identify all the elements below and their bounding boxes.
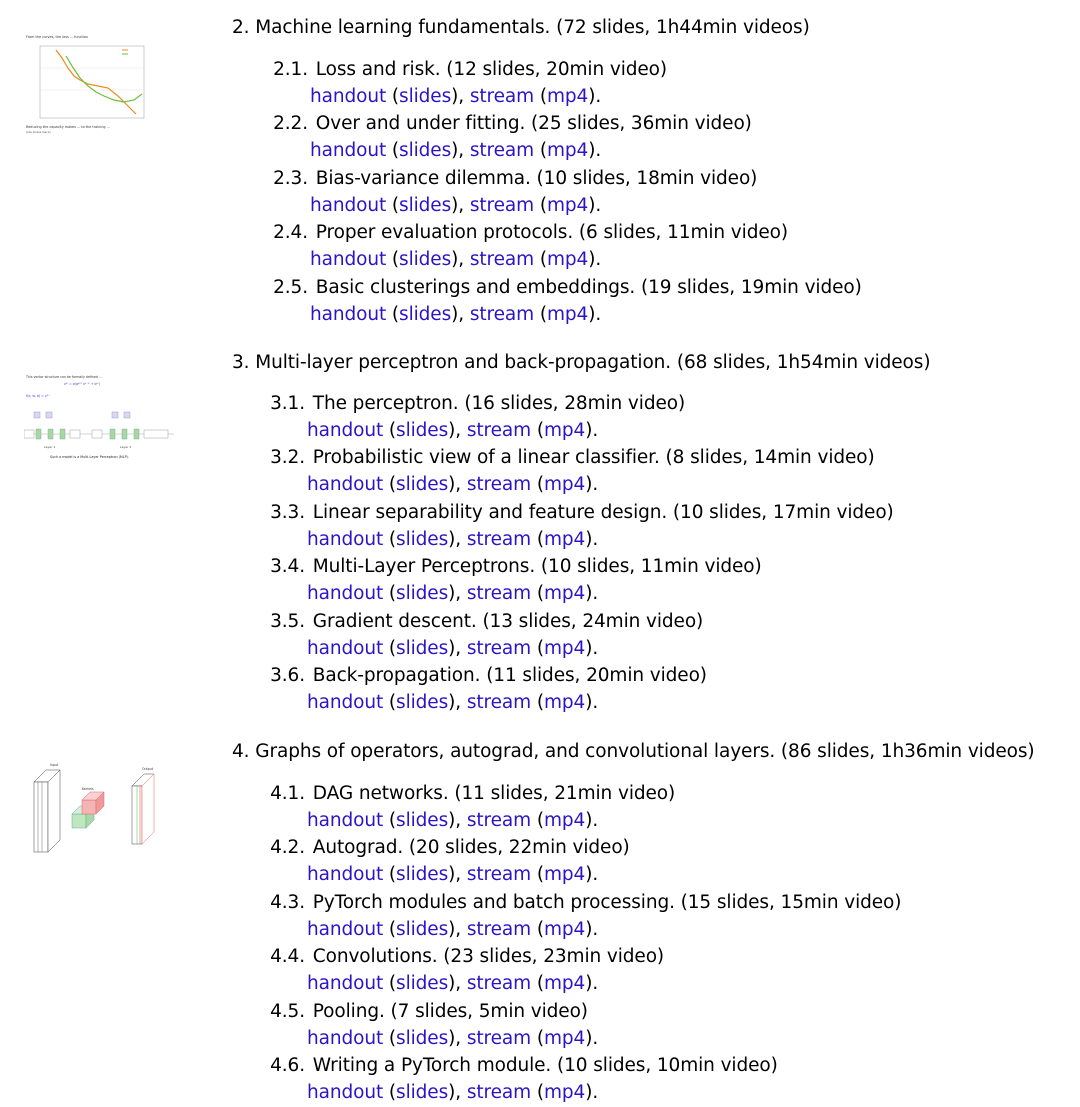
open-paren: ( — [388, 810, 397, 831]
lesson-title: Multi-Layer Perceptrons. (10 slides, 11min video) — [312, 556, 762, 578]
mp4-link[interactable]: mp4 — [543, 810, 586, 831]
open-paren: ( — [388, 420, 397, 441]
lesson-item — [268, 219, 862, 273]
mp4-link[interactable]: mp4 — [543, 973, 586, 995]
open-paren: ( — [536, 1027, 544, 1049]
mp4-link[interactable]: mp4 — [543, 864, 586, 886]
close-paren: ) — [585, 528, 593, 550]
handout-link[interactable]: handout — [310, 140, 387, 162]
handout-link[interactable]: handout — [307, 864, 384, 886]
lesson-number: 3.2. — [270, 447, 305, 469]
stream-link[interactable]: stream — [466, 691, 532, 713]
comma: , — [458, 249, 470, 271]
handout-link[interactable]: handout — [307, 810, 384, 831]
lesson-links — [265, 916, 901, 943]
mp4-link[interactable]: mp4 — [543, 691, 586, 713]
open-paren: ( — [539, 303, 547, 325]
close-paren: ) — [448, 864, 456, 886]
lesson-heading — [265, 998, 901, 1025]
svg-text:f(x; w, b) = x⁽ᴸ⁾: f(x; w, b) = x⁽ᴸ⁾ — [26, 394, 50, 398]
lesson-title: DAG networks. (11 slides, 21min video) — [312, 783, 676, 804]
close-paren: ) — [588, 249, 596, 271]
handout-link[interactable]: handout — [307, 528, 384, 550]
lesson-item — [265, 662, 894, 716]
lesson-number: 2.4. — [273, 222, 308, 244]
lesson-title: Proper evaluation protocols. (6 slides, 11min video) — [315, 222, 788, 244]
lesson-links — [268, 246, 862, 273]
open-paren: ( — [536, 583, 544, 605]
lesson-links — [265, 970, 901, 997]
open-paren: ( — [388, 583, 397, 605]
close-paren: ) — [448, 973, 456, 995]
stream-link[interactable]: stream — [469, 249, 535, 271]
lesson-title: Writing a PyTorch module. (10 slides, 10min video) — [312, 1054, 778, 1076]
comma: , — [458, 303, 470, 325]
lesson-item — [265, 834, 901, 888]
slides-link[interactable]: slides — [396, 810, 449, 831]
thumb-kernels-label: Kernels — [82, 787, 94, 791]
comma: , — [455, 583, 467, 605]
close-paren: ) — [448, 637, 456, 659]
close-paren: ) — [585, 1081, 593, 1103]
slides-link[interactable]: slides — [399, 194, 452, 216]
period: . — [592, 864, 599, 886]
slides-link[interactable]: slides — [396, 691, 449, 713]
handout-link[interactable]: handout — [307, 637, 384, 659]
lesson-links — [265, 807, 901, 834]
comma: , — [455, 637, 467, 659]
comma: , — [455, 810, 467, 831]
close-paren: ) — [451, 194, 459, 216]
period: . — [592, 583, 599, 605]
period: . — [592, 474, 599, 496]
close-paren: ) — [585, 420, 593, 441]
stream-link[interactable]: stream — [466, 918, 532, 940]
lesson-title: Loss and risk. (12 slides, 20min video) — [315, 59, 668, 80]
period: . — [592, 1081, 599, 1103]
period: . — [592, 973, 599, 995]
close-paren: ) — [451, 303, 459, 325]
lesson-title: Pooling. (7 slides, 5min video) — [312, 1000, 588, 1022]
lesson-title: Back-propagation. (11 slides, 20min video) — [312, 664, 707, 686]
close-paren: ) — [451, 140, 459, 162]
loss-curve-plot-image — [24, 32, 164, 136]
period: . — [592, 810, 599, 831]
lesson-item — [268, 56, 862, 110]
lesson-links — [268, 137, 862, 164]
lesson-list — [265, 390, 894, 716]
slides-link[interactable]: slides — [399, 86, 452, 107]
lesson-links — [265, 526, 894, 553]
handout-link[interactable]: handout — [307, 583, 384, 605]
lesson-number: 4.2. — [270, 837, 305, 859]
thumb-caption-top: This vector structure can be formally defined ... — [26, 375, 102, 379]
lesson-heading — [265, 1052, 901, 1079]
mlp-diagram-thumbnail — [24, 372, 174, 468]
slides-link[interactable]: slides — [396, 918, 449, 940]
handout-link[interactable]: handout — [307, 1027, 384, 1049]
lesson-number: 2.5. — [273, 276, 308, 298]
open-paren: ( — [388, 1027, 397, 1049]
lesson-number: 4.4. — [270, 946, 305, 968]
handout-link[interactable]: handout — [310, 249, 387, 271]
lesson-item — [265, 390, 894, 444]
convolution-diagram-image — [24, 760, 164, 860]
comma: , — [455, 864, 467, 886]
thumb-caption-top: From the curves, the loss ... function — [26, 35, 88, 39]
open-paren: ( — [388, 864, 397, 886]
lesson-number: 3.3. — [270, 501, 305, 523]
lesson-number: 2.2. — [273, 113, 308, 135]
stream-link[interactable]: stream — [469, 140, 535, 162]
lesson-title: PyTorch modules and batch processing. (15 slides, 15min video) — [312, 891, 902, 913]
lesson-title: The perceptron. (16 slides, 28min video) — [312, 393, 686, 414]
lesson-item — [268, 165, 862, 219]
lesson-title: Bias-variance dilemma. (10 slides, 18min video) — [315, 167, 758, 189]
mp4-link[interactable]: mp4 — [546, 140, 589, 162]
lesson-number: 3.1. — [270, 393, 305, 414]
lesson-links — [265, 1079, 901, 1106]
comma: , — [458, 194, 470, 216]
lesson-item — [265, 1052, 901, 1106]
lesson-heading — [265, 889, 901, 916]
section-title: 4. Graphs of operators, autograd, and convolutional layers. (86 slides, 1h36min videos) — [232, 741, 1035, 762]
lesson-heading — [268, 274, 862, 301]
lesson-title: Basic clusterings and embeddings. (19 slides, 19min video) — [315, 276, 862, 298]
comma: , — [455, 474, 467, 496]
close-paren: ) — [585, 864, 593, 886]
thumb-caption-bottom: Reducing the capacity makes ... to the training ... — [26, 125, 110, 129]
period: . — [595, 194, 602, 216]
lesson-links — [265, 580, 894, 607]
close-paren: ) — [448, 1027, 456, 1049]
period: . — [592, 637, 599, 659]
slides-link[interactable]: slides — [396, 864, 449, 886]
open-paren: ( — [388, 637, 397, 659]
comma: , — [455, 420, 467, 441]
stream-link[interactable]: stream — [466, 528, 532, 550]
open-paren: ( — [391, 194, 400, 216]
lesson-number: 4.6. — [270, 1054, 305, 1076]
comma: , — [455, 973, 467, 995]
slides-link[interactable]: slides — [396, 474, 449, 496]
mp4-link[interactable]: mp4 — [546, 249, 589, 271]
lesson-item — [265, 780, 901, 834]
open-paren: ( — [388, 528, 397, 550]
lesson-title: Probabilistic view of a linear classifier. (8 slides, 14min video) — [312, 447, 875, 469]
lesson-links — [268, 192, 862, 219]
lesson-heading — [265, 553, 894, 580]
open-paren: ( — [536, 864, 544, 886]
close-paren: ) — [448, 810, 456, 831]
period: . — [595, 249, 602, 271]
thumb-caption-bottom: Such a model is a Multi-Layer Perceptron (MLP). — [50, 455, 129, 459]
open-paren: ( — [391, 249, 400, 271]
lesson-heading — [265, 390, 894, 417]
lesson-item — [265, 998, 901, 1052]
close-paren: ) — [585, 691, 593, 713]
lesson-number: 3.5. — [270, 610, 305, 632]
open-paren: ( — [536, 810, 544, 831]
period: . — [592, 528, 599, 550]
thumb-layer-2: Layer 2 — [120, 445, 132, 449]
lesson-heading — [265, 780, 901, 807]
lesson-item — [265, 943, 901, 997]
stream-link[interactable]: stream — [466, 810, 532, 831]
lesson-item — [268, 274, 862, 328]
thumb-layer-1: Layer 1 — [44, 445, 56, 449]
close-paren: ) — [585, 474, 593, 496]
lesson-links — [265, 689, 894, 716]
open-paren: ( — [536, 918, 544, 940]
comma: , — [455, 691, 467, 713]
close-paren: ) — [448, 420, 456, 441]
stream-link[interactable]: stream — [466, 973, 532, 995]
mp4-link[interactable]: mp4 — [543, 528, 586, 550]
mp4-link[interactable]: mp4 — [546, 86, 589, 107]
handout-link[interactable]: handout — [307, 1081, 384, 1103]
lesson-links — [268, 301, 862, 328]
lesson-heading — [265, 608, 894, 635]
lesson-item — [265, 444, 894, 498]
close-paren: ) — [451, 86, 459, 107]
open-paren: ( — [536, 420, 544, 441]
comma: , — [458, 140, 470, 162]
period: . — [592, 420, 599, 441]
period: . — [595, 140, 602, 162]
open-paren: ( — [539, 194, 547, 216]
period: . — [592, 1027, 599, 1049]
lesson-heading — [268, 219, 862, 246]
slides-link[interactable]: slides — [399, 249, 452, 271]
stream-link[interactable]: stream — [466, 637, 532, 659]
period: . — [595, 86, 602, 107]
loss-curve-plot-thumbnail — [24, 32, 164, 140]
lesson-heading — [265, 943, 901, 970]
lesson-item — [268, 110, 862, 164]
lesson-heading — [268, 110, 862, 137]
slides-link[interactable]: slides — [396, 583, 449, 605]
close-paren: ) — [588, 303, 596, 325]
stream-link[interactable]: stream — [466, 474, 532, 496]
period: . — [595, 303, 602, 325]
mp4-link[interactable]: mp4 — [546, 303, 589, 325]
lesson-links — [268, 83, 862, 110]
lesson-number: 4.5. — [270, 1000, 305, 1022]
mp4-link[interactable]: mp4 — [543, 420, 586, 441]
lesson-number: 4.1. — [270, 783, 305, 804]
lesson-number: 3.4. — [270, 556, 305, 578]
comma: , — [455, 1081, 467, 1103]
comma: , — [455, 1027, 467, 1049]
lesson-title: Autograd. (20 slides, 22min video) — [312, 837, 630, 859]
stream-link[interactable]: stream — [466, 864, 532, 886]
section-title: 2. Machine learning fundamentals. (72 slides, 1h44min videos) — [232, 17, 810, 38]
slides-link[interactable]: slides — [396, 1081, 449, 1103]
convolution-diagram-thumbnail — [24, 760, 164, 864]
lesson-heading — [268, 165, 862, 192]
period: . — [592, 918, 599, 940]
close-paren: ) — [448, 583, 456, 605]
lesson-heading — [265, 444, 894, 471]
open-paren: ( — [536, 528, 544, 550]
close-paren: ) — [588, 194, 596, 216]
handout-link[interactable]: handout — [307, 973, 384, 995]
open-paren: ( — [388, 918, 397, 940]
close-paren: ) — [588, 140, 596, 162]
open-paren: ( — [388, 973, 397, 995]
mlp-diagram-image — [24, 372, 174, 464]
close-paren: ) — [588, 86, 596, 107]
lesson-item — [265, 499, 894, 553]
stream-link[interactable]: stream — [469, 303, 535, 325]
open-paren: ( — [536, 474, 544, 496]
thumb-caption-bottom-2: (Ide Grass Gare) — [26, 130, 51, 134]
close-paren: ) — [448, 528, 456, 550]
lesson-title: Linear separability and feature design. (10 slides, 17min video) — [312, 501, 894, 523]
thumb-output-label: Output — [142, 767, 154, 771]
comma: , — [455, 918, 467, 940]
mp4-link[interactable]: mp4 — [543, 583, 586, 605]
close-paren: ) — [585, 810, 593, 831]
handout-link[interactable]: handout — [307, 691, 384, 713]
lesson-heading — [265, 662, 894, 689]
close-paren: ) — [585, 583, 593, 605]
stream-link[interactable]: stream — [466, 1081, 532, 1103]
open-paren: ( — [536, 637, 544, 659]
lesson-links — [265, 635, 894, 662]
handout-link[interactable]: handout — [310, 303, 387, 325]
mp4-link[interactable]: mp4 — [543, 1027, 586, 1049]
lesson-title: Gradient descent. (13 slides, 24min video) — [312, 610, 704, 632]
slides-link[interactable]: slides — [396, 528, 449, 550]
lesson-number: 4.3. — [270, 891, 305, 913]
slides-link[interactable]: slides — [399, 140, 452, 162]
slides-link[interactable]: slides — [396, 1027, 449, 1049]
comma: , — [458, 86, 470, 107]
open-paren: ( — [391, 86, 400, 107]
close-paren: ) — [448, 691, 456, 713]
slides-link[interactable]: slides — [396, 637, 449, 659]
lesson-number: 3.6. — [270, 664, 305, 686]
open-paren: ( — [388, 1081, 397, 1103]
open-paren: ( — [391, 303, 400, 325]
open-paren: ( — [536, 973, 544, 995]
lesson-list — [265, 780, 901, 1106]
section-title: 3. Multi-layer perceptron and back-propagation. (68 slides, 1h54min videos) — [232, 352, 931, 373]
close-paren: ) — [451, 249, 459, 271]
handout-link[interactable]: handout — [310, 194, 387, 216]
mp4-link[interactable]: mp4 — [543, 918, 586, 940]
mp4-link[interactable]: mp4 — [543, 637, 586, 659]
lesson-item — [265, 889, 901, 943]
stream-link[interactable]: stream — [466, 1027, 532, 1049]
slides-link[interactable]: slides — [396, 420, 449, 441]
close-paren: ) — [448, 918, 456, 940]
open-paren: ( — [539, 140, 547, 162]
close-paren: ) — [448, 474, 456, 496]
lesson-item — [265, 553, 894, 607]
lesson-links — [265, 471, 894, 498]
open-paren: ( — [391, 140, 400, 162]
lesson-title: Convolutions. (23 slides, 23min video) — [312, 946, 665, 968]
lesson-heading — [268, 56, 862, 83]
slides-link[interactable]: slides — [399, 303, 452, 325]
close-paren: ) — [448, 1081, 456, 1103]
mp4-link[interactable]: mp4 — [546, 194, 589, 216]
close-paren: ) — [585, 637, 593, 659]
stream-link[interactable]: stream — [469, 86, 535, 107]
mp4-link[interactable]: mp4 — [543, 474, 586, 496]
comma: , — [455, 528, 467, 550]
open-paren: ( — [388, 474, 397, 496]
close-paren: ) — [585, 973, 593, 995]
lesson-number: 2.3. — [273, 167, 308, 189]
open-paren: ( — [536, 1081, 544, 1103]
lesson-item — [265, 608, 894, 662]
mp4-link[interactable]: mp4 — [543, 1081, 586, 1103]
handout-link[interactable]: handout — [307, 474, 384, 496]
thumb-input-label: Input — [50, 763, 59, 767]
lesson-heading — [265, 834, 901, 861]
lesson-list — [268, 56, 862, 328]
open-paren: ( — [388, 691, 397, 713]
handout-link[interactable]: handout — [307, 918, 384, 940]
close-paren: ) — [585, 1027, 593, 1049]
slides-link[interactable]: slides — [396, 973, 449, 995]
svg-text:x⁽ˡ⁾ = σ(w⁽ˡ⁾ᵀ x⁽ˡ⁻¹⁾ + b⁽ˡ⁾): x⁽ˡ⁾ = σ(w⁽ˡ⁾ᵀ x⁽ˡ⁻¹⁾ + b⁽ˡ⁾) — [64, 382, 100, 386]
lesson-links — [265, 417, 894, 444]
open-paren: ( — [539, 86, 547, 107]
period: . — [592, 691, 599, 713]
handout-link[interactable]: handout — [310, 86, 387, 107]
stream-link[interactable]: stream — [469, 194, 535, 216]
lesson-number: 2.1. — [273, 59, 308, 80]
close-paren: ) — [585, 918, 593, 940]
lesson-heading — [265, 499, 894, 526]
stream-link[interactable]: stream — [466, 420, 532, 441]
handout-link[interactable]: handout — [307, 420, 384, 441]
lesson-links — [265, 861, 901, 888]
open-paren: ( — [539, 249, 547, 271]
open-paren: ( — [536, 691, 544, 713]
lesson-links — [265, 1025, 901, 1052]
stream-link[interactable]: stream — [466, 583, 532, 605]
lesson-title: Over and under fitting. (25 slides, 36min video) — [315, 113, 752, 135]
